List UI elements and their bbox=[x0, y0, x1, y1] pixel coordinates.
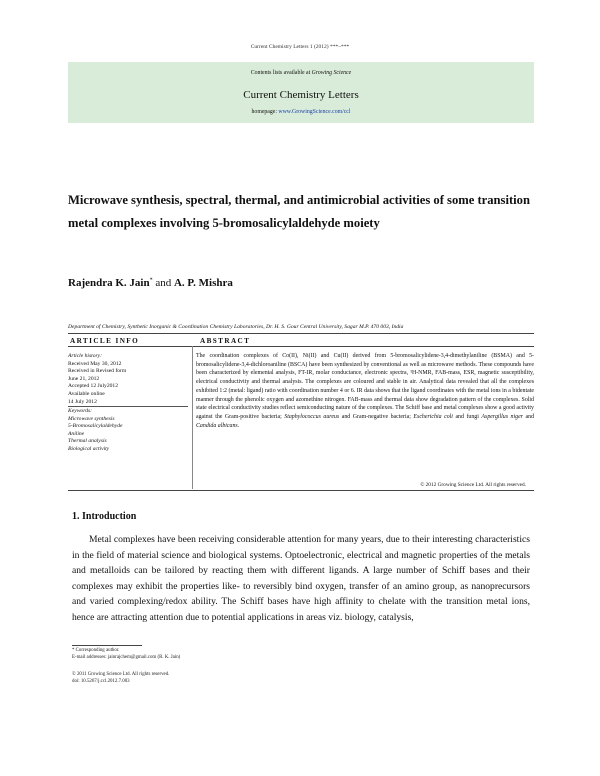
abstract-part: and Gram-negative bacteria; bbox=[339, 413, 414, 420]
footnote-doi: doi: 10.5267/j.ccl.2012.7.003 bbox=[72, 679, 130, 684]
running-header: Current Chemistry Letters 1 (2012) ***–*** bbox=[250, 44, 350, 50]
author-1: Rajendra K. Jain bbox=[68, 277, 150, 289]
article-info-heading: ARTICLE INFO bbox=[70, 337, 140, 345]
history-item: June 21, 2012 bbox=[68, 375, 100, 382]
abstract-main: The coordination complexes of Co(II), Ni(II) and Cu(II) derived from 5-bromosalicylidene-3,4-dimethylaniline (BSMA) and 5-bromosalicylidene-3,4-dichloroaniline (BSCA) have been synthesized by conventional as well as microwave methods. These compounds have been characterized by elemental analysis, FT-IR, molar conductance, electronic spectra, ¹H-NMR, FAB-mass, ESR, magnetic susceptibility, electrical conductivity and thermal analysis. The complexes are coloured and stable in air. Analytical data revealed that all the complexes exhibited 1:2 (metal: ligand) ratio with coordination number 4 or 6. IR data shows that the ligand coordinates with the metal ions in a bidentate manner through the phenolic oxygen and azomethine nitrogen. FAB-mass and thermal data show degradation pattern of the complexes. Solid state electrical conductivity studies reflect semiconducting nature of the complexes. The Schiff base and metal complexes show a good activity against the Gram-positive bacteria; bbox=[196, 353, 534, 420]
history-item: Received in Revised form bbox=[68, 368, 127, 375]
affiliation: Department of Chemistry, Synthetic Inorganic & Coordination Chemistry Laboratories, Dr. H. S. Gour Central University, Sagar M.P. 470 003, India bbox=[68, 324, 404, 330]
keywords-label: Keywords: bbox=[68, 408, 93, 414]
organism-3: Aspergillus niger bbox=[481, 413, 523, 420]
abstract-part: and fungi bbox=[452, 413, 482, 420]
keyword: Biological activity bbox=[68, 445, 110, 452]
corresponding-mark: * bbox=[149, 277, 153, 284]
availability-prefix: Contents lists available at bbox=[250, 70, 312, 76]
organism-2: Escherichia coli bbox=[413, 413, 453, 420]
homepage-label: homepage: bbox=[251, 109, 279, 115]
article-title: Microwave synthesis, spectral, thermal, and antimicrobial activities of some transition metal complexes involving 5-bromosalicylaldehyde moiety bbox=[68, 193, 530, 230]
homepage-line bbox=[68, 109, 534, 115]
footnote-email: E-mail addresses: jainrajchem@gmail.com (R. K. Jain) bbox=[72, 655, 181, 660]
organism-4: Candida albicans bbox=[196, 422, 238, 429]
publisher-link[interactable]: Growing Science bbox=[311, 70, 352, 76]
abstract-text bbox=[196, 352, 534, 430]
info-divider bbox=[68, 406, 188, 407]
keywords-block bbox=[68, 408, 188, 454]
section-heading-introduction: 1. Introduction bbox=[72, 511, 137, 522]
abstract-part: and bbox=[523, 413, 535, 420]
history-item: Received May 30, 2012 bbox=[68, 360, 122, 367]
history-item: Available online bbox=[68, 390, 105, 397]
footnote-corresponding: * Corresponding author. bbox=[72, 648, 120, 653]
journal-title: Current Chemistry Letters bbox=[243, 89, 359, 101]
keyword: Microwave synthesis bbox=[68, 415, 115, 422]
organism-1: Staphylococcus aureus bbox=[284, 413, 340, 420]
history-item: 14 July 2012 bbox=[68, 398, 97, 405]
header-rule bbox=[68, 346, 534, 347]
author-line bbox=[68, 277, 233, 289]
keyword: Thermal analysis bbox=[68, 438, 107, 445]
author-joiner: and bbox=[152, 277, 174, 289]
column-divider bbox=[192, 346, 193, 489]
homepage-url[interactable]: www.GrowingScience.com/ccl bbox=[278, 109, 351, 115]
journal-banner bbox=[68, 62, 534, 123]
introduction-paragraph: Metal complexes have been receiving considerable attention for many years, due to their interesting characteristics in the field of material science and biological systems. Optoelectronic, electrical and magnetic properties of the metals and metalloids can be tailored by reacting them with different ligands. A large number of Schiff bases and their complexes may exhibit the properties like- to reversibly bind oxygen, transfer of an amino group, as nanoprecursors and varied complexing/redox ability. The Schiff bases have high affinity to chelate with the transition metal ions, hence are attracting attention due to potential applications in areas viz. biology, catalysis, bbox=[72, 534, 530, 623]
author-2: A. P. Mishra bbox=[173, 277, 233, 289]
abstract-part: . bbox=[237, 422, 240, 429]
keyword: Aniline bbox=[68, 430, 85, 437]
abstract-heading: ABSTRACT bbox=[200, 337, 251, 345]
history-label: Article history: bbox=[68, 353, 103, 359]
bottom-rule bbox=[68, 490, 534, 491]
keyword: 5-Bromosalicylaldehyde bbox=[68, 423, 123, 430]
history-item: Accepted 12 July2012 bbox=[68, 383, 119, 390]
article-history bbox=[68, 353, 188, 406]
footnote-rule bbox=[72, 645, 142, 646]
top-rule bbox=[68, 333, 534, 334]
abstract-copyright: © 2012 Growing Science Ltd. All rights reserved. bbox=[420, 482, 526, 488]
availability-line bbox=[68, 70, 534, 76]
footnote-copyright: © 2011 Growing Science Ltd. All rights reserved. bbox=[72, 672, 170, 677]
